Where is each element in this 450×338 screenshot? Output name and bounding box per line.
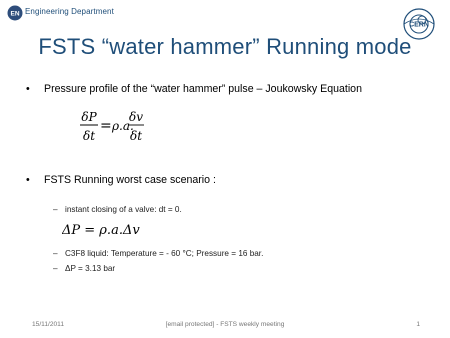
footer-date: 15/11/2011 <box>32 321 65 328</box>
en-logo-initials: EN <box>10 10 20 18</box>
sub-item-text: instant closing of a valve: dt = 0. <box>65 205 182 214</box>
bullet-text: Pressure profile of the “water hammer” pulse – Joukowsky Equation <box>44 83 362 95</box>
sub-item-text: ΔP = 3.13 bar <box>65 264 116 273</box>
eq1-rhs-numerator: δv <box>128 110 144 124</box>
joukowsky-differential-equation <box>80 106 144 146</box>
department-name: Engineering Department <box>25 7 114 16</box>
eq2-text: ΔP = ρ.a.Δv <box>62 223 140 237</box>
sub-item-marker: – <box>53 264 58 273</box>
footer-page-number: 1 <box>416 321 420 328</box>
sub-item-text: C3F8 liquid: Temperature = - 60 °C; Pressure = 16 bar. <box>65 249 264 258</box>
slide-title: FSTS “water hammer” Running mode <box>38 34 412 59</box>
eq1-coefficient: ρ.a. <box>112 119 134 133</box>
joukowsky-equation <box>62 221 144 237</box>
sub-item-marker: – <box>53 249 58 258</box>
cern-logo-text: CERN <box>409 21 429 29</box>
en-logo <box>7 5 23 21</box>
eq1-lhs-numerator: δP <box>81 110 97 124</box>
footer-author-meeting: [email protected] - FSTS weekly meeting <box>165 321 285 328</box>
sub-item-marker: – <box>53 205 58 214</box>
eq1-lhs-denominator: δt <box>82 129 96 143</box>
bullet-marker: • <box>26 83 30 95</box>
eq1-equals: = <box>100 118 112 134</box>
bullet-text: FSTS Running worst case scenario : <box>44 174 216 186</box>
bullet-marker: • <box>26 174 30 186</box>
eq1-rhs-denominator: δt <box>129 129 143 143</box>
